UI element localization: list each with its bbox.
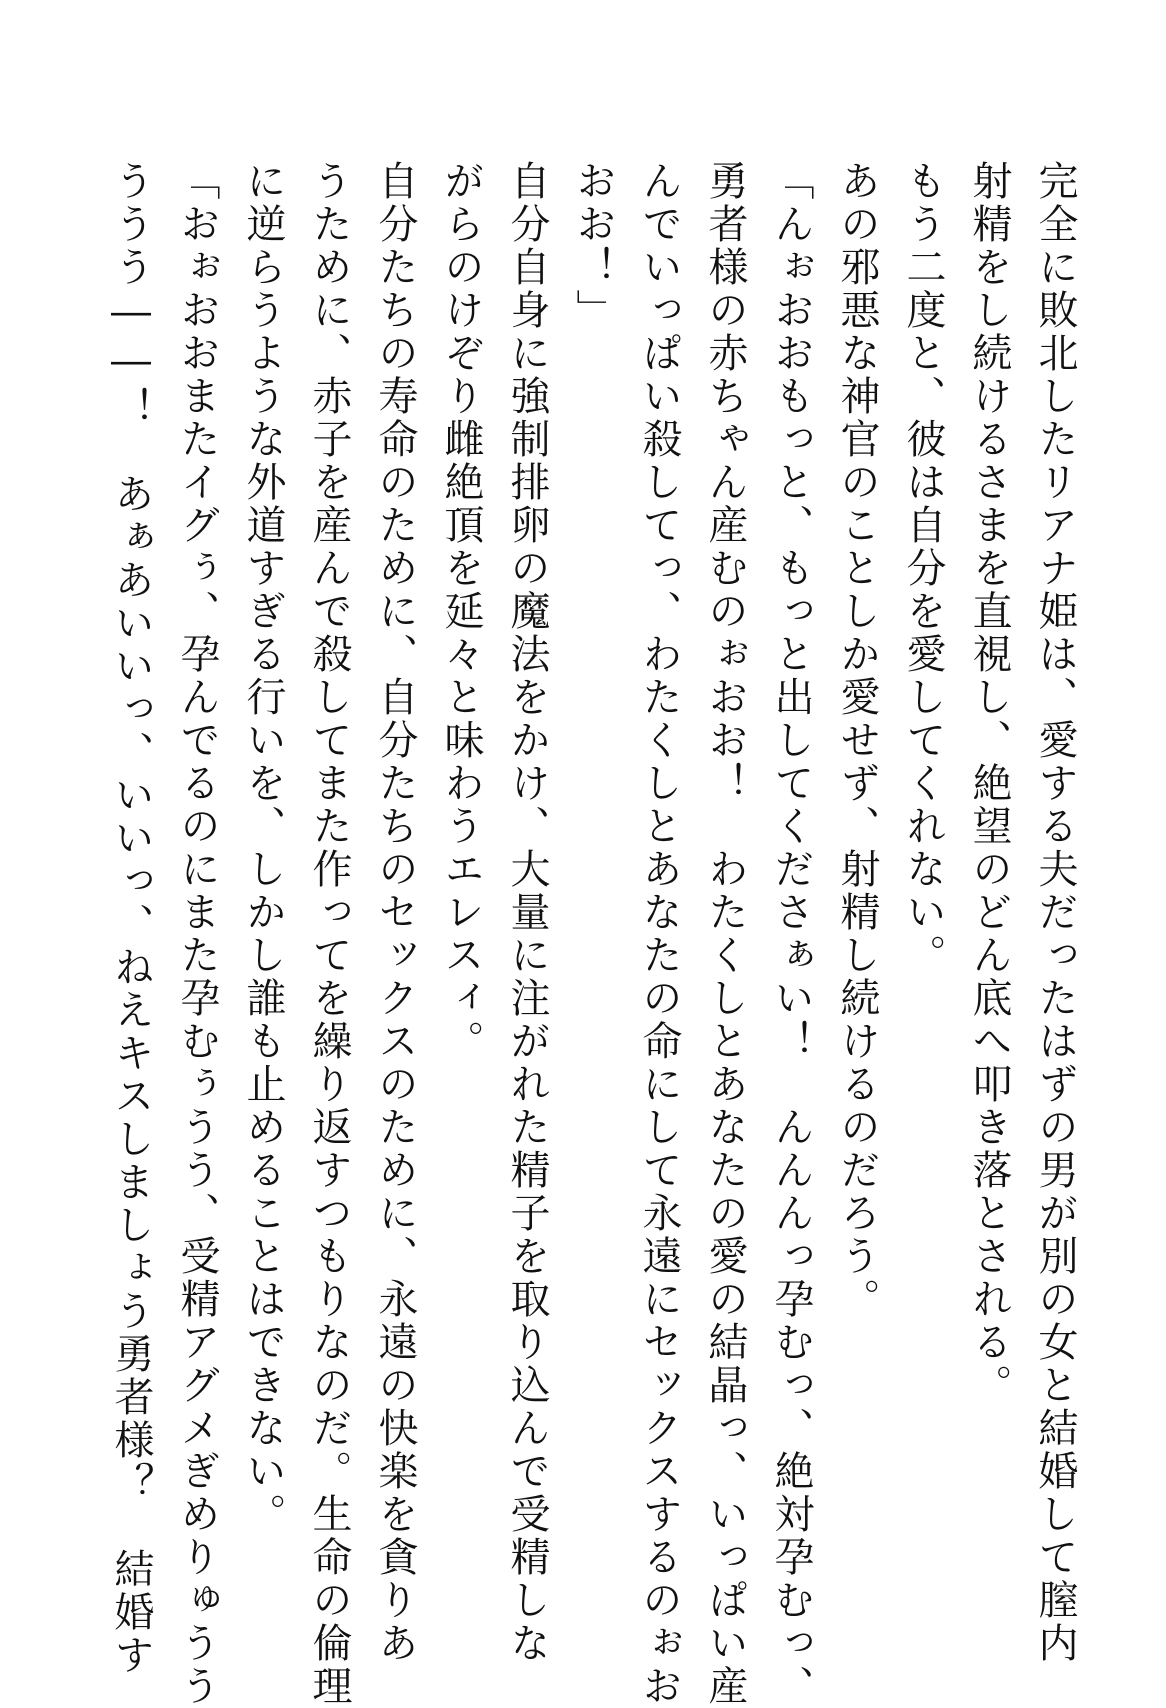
text-line: 自分自身に強制排卵の魔法をかけ、大量に注がれた精子を取り込んで受精しな <box>504 160 550 1665</box>
text-line: もう二度と、彼は自分を愛してくれない。 <box>900 160 946 977</box>
text-line: 「んぉおおもっと、もっと出してくださぁい！ んんんっ孕むっ、絶対孕むっ、 <box>768 160 814 1708</box>
text-line: うために、赤子を産んで殺してまた作ってを繰り返すつもりなのだ。生命の倫理 <box>306 160 352 1708</box>
text-line: 自分たちの寿命のために、自分たちのセックスのために、永遠の快楽を貪りあ <box>372 160 418 1665</box>
text-line: あの邪悪な神官のことしか愛せず、射精し続けるのだろう。 <box>834 160 880 1321</box>
text-line: 射精をし続けるさまを直視し、絶望のどん底へ叩き落とされる。 <box>966 160 1012 1407</box>
text-line: 「おぉおおまたイグぅ、孕んでるのにまた孕むぅうう、受精アグメぎめりゅうう <box>174 160 220 1708</box>
text-line: んでいっぱい殺してっ、わたくしとあなたの命にして永遠にセックスするのぉお <box>636 160 682 1708</box>
text-line: 完全に敗北したリアナ姫は、愛する夫だったはずの男が別の女と結婚して膣内 <box>1032 160 1078 1665</box>
text-line: に逆らうような外道すぎる行いを、しかし誰も止めることはできない。 <box>240 160 286 1536</box>
text-line: おお！」 <box>570 160 616 332</box>
text-line: がらのけぞり雌絶頂を延々と味わうエレスィ。 <box>438 160 484 1063</box>
vertical-text-body <box>98 160 1088 1708</box>
text-line: 勇者様の赤ちゃん産むのぉおお！ わたくしとあなたの愛の結晶っ、いっぱい産 <box>702 160 748 1708</box>
text-line: ううう――！ あぁあいいっ、いいっ、ねえキスしましょう勇者様？ 結婚す <box>108 160 154 1677</box>
